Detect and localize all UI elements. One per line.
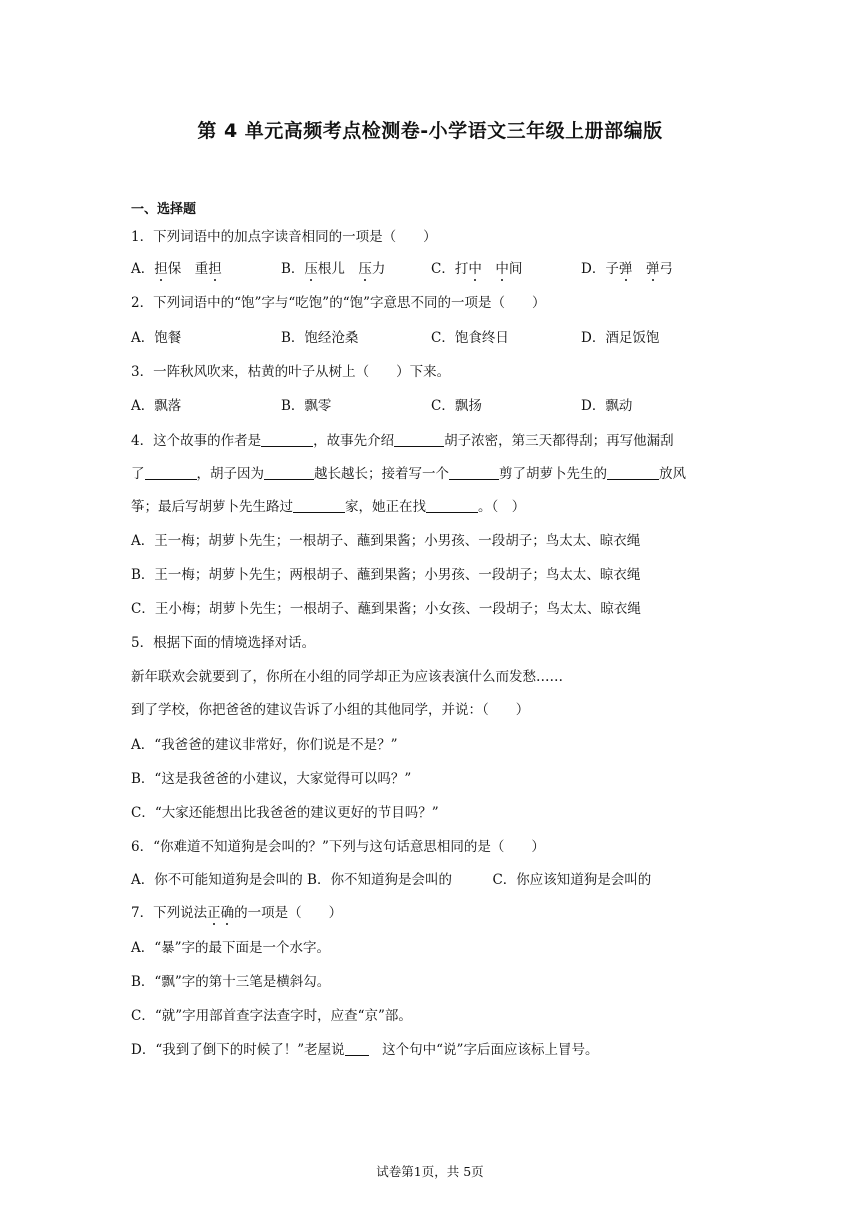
question-5-option-b[interactable]: B．“这是我爸爸的小建议，大家觉得可以吗？”	[131, 771, 412, 787]
text-segment: ，故事先介绍	[313, 433, 395, 449]
question-7-option-c[interactable]: C．“就”字用部首查字法查字时，应查“京”部。	[131, 1008, 412, 1024]
question-4-line-1	[131, 429, 674, 449]
question-6-options[interactable]: A．你不可能知道狗是会叫的 B．你不知道狗是会叫的 C．你应该知道狗是会叫的	[131, 872, 652, 888]
text-segment: 4．这个故事的作者是	[131, 433, 262, 449]
text-segment: ，胡子因为	[196, 466, 264, 482]
text-segment: 放风	[659, 466, 686, 482]
fill-blank[interactable]	[394, 432, 444, 447]
option-c[interactable]: C．打中 中间	[431, 261, 523, 277]
question-5-option-a[interactable]: A．“我爸爸的建议非常好，你们说是不是？”	[131, 737, 398, 753]
text-segment: 胡子浓密，第三天都得刮；再写他漏刮	[444, 433, 674, 449]
question-4-line-3	[131, 495, 525, 515]
question-1-options	[131, 257, 673, 277]
question-6-stem: 6．“你难道不知道狗是会叫的？”下列与这句话意思相同的是（ ）	[131, 839, 545, 855]
fill-blank[interactable]	[426, 498, 478, 513]
question-7-option-b[interactable]: B．“飘”字的第十三笔是横斜勾。	[131, 974, 331, 990]
option-b[interactable]: B．饱经沧桑	[281, 330, 359, 346]
question-3-stem: 3．一阵秋风吹来，枯黄的叶子从树上（ ）下来。	[131, 364, 451, 380]
text-segment: 这个句中“说”字后面应该标上冒号。	[368, 1042, 599, 1058]
text-segment: 越长越长；接着写一个	[314, 466, 449, 482]
fill-blank[interactable]	[264, 465, 314, 480]
question-5-context-2: 到了学校，你把爸爸的建议告诉了小组的其他同学，并说：（ ）	[131, 702, 530, 718]
text-segment: D．“我到了倒下的时候了！”老屋说	[131, 1042, 345, 1058]
page-title: 第 4 单元高频考点检测卷-小学语文三年级上册部编版	[197, 120, 663, 142]
question-4-line-2	[131, 462, 686, 482]
question-3-options	[131, 394, 632, 414]
section-heading: 一、选择题	[131, 202, 197, 217]
fill-blank[interactable]	[293, 498, 345, 513]
option-a[interactable]: A．飘落	[131, 398, 182, 414]
question-1-stem: 1．下列词语中的加点字读音相同的一项是（ ）	[131, 229, 437, 245]
question-7-option-a[interactable]: A．“暴”字的最下面是一个水字。	[131, 940, 331, 956]
option-d[interactable]: D．子弹 弹弓	[581, 261, 673, 277]
text-segment: 了	[131, 466, 145, 482]
question-2-stem: 2．下列词语中的“饱”字与“吃饱”的“饱”字意思不同的一项是（ ）	[131, 295, 546, 311]
option-a[interactable]: A．饱餐	[131, 330, 182, 346]
question-4-option-c[interactable]: C．王小梅；胡萝卜先生；一根胡子、蘸到果酱；小女孩、一段胡子；鸟太太、晾衣绳	[131, 601, 641, 617]
page-footer: 试卷第1页，共 5页	[376, 1164, 484, 1179]
text-segment: 家，她正在找	[345, 499, 426, 515]
fill-blank[interactable]	[345, 1041, 369, 1056]
question-4-option-a[interactable]: A．王一梅；胡萝卜先生；一根胡子、蘸到果酱；小男孩、一段胡子；鸟太太、晾衣绳	[131, 533, 641, 549]
option-c[interactable]: C．飘扬	[431, 398, 482, 414]
text-segment: 筝；最后写胡萝卜先生路过	[131, 499, 293, 515]
question-5-stem: 5．根据下面的情境选择对话。	[131, 635, 316, 651]
option-a[interactable]: A．担保 重担	[131, 261, 222, 277]
option-b[interactable]: B．压根儿 压力	[281, 261, 386, 277]
text-segment: 剪了胡萝卜先生的	[499, 466, 607, 482]
option-c[interactable]: C．饱食终日	[431, 330, 509, 346]
question-4-option-b[interactable]: B．王一梅；胡萝卜先生；两根胡子、蘸到果酱；小男孩、一段胡子；鸟太太、晾衣绳	[131, 567, 641, 583]
option-d[interactable]: D．酒足饭饱	[581, 330, 660, 346]
question-5-option-c[interactable]: C．“大家还能想出比我爸爸的建议更好的节目吗？”	[131, 805, 439, 821]
question-7-stem: 7．下列说法正确的一项是（ ）	[131, 905, 343, 921]
text-segment: 。（ ）	[478, 499, 526, 515]
option-b[interactable]: B．飘零	[281, 398, 332, 414]
fill-blank[interactable]	[449, 465, 499, 480]
fill-blank[interactable]	[607, 465, 659, 480]
fill-blank[interactable]	[145, 465, 197, 480]
option-d[interactable]: D．飘动	[581, 398, 633, 414]
fill-blank[interactable]	[261, 432, 313, 447]
question-5-context-1: 新年联欢会就要到了，你所在小组的同学却正为应该表演什么而发愁……	[131, 669, 563, 685]
question-2-options	[131, 326, 659, 346]
question-7-option-d[interactable]	[131, 1038, 598, 1058]
